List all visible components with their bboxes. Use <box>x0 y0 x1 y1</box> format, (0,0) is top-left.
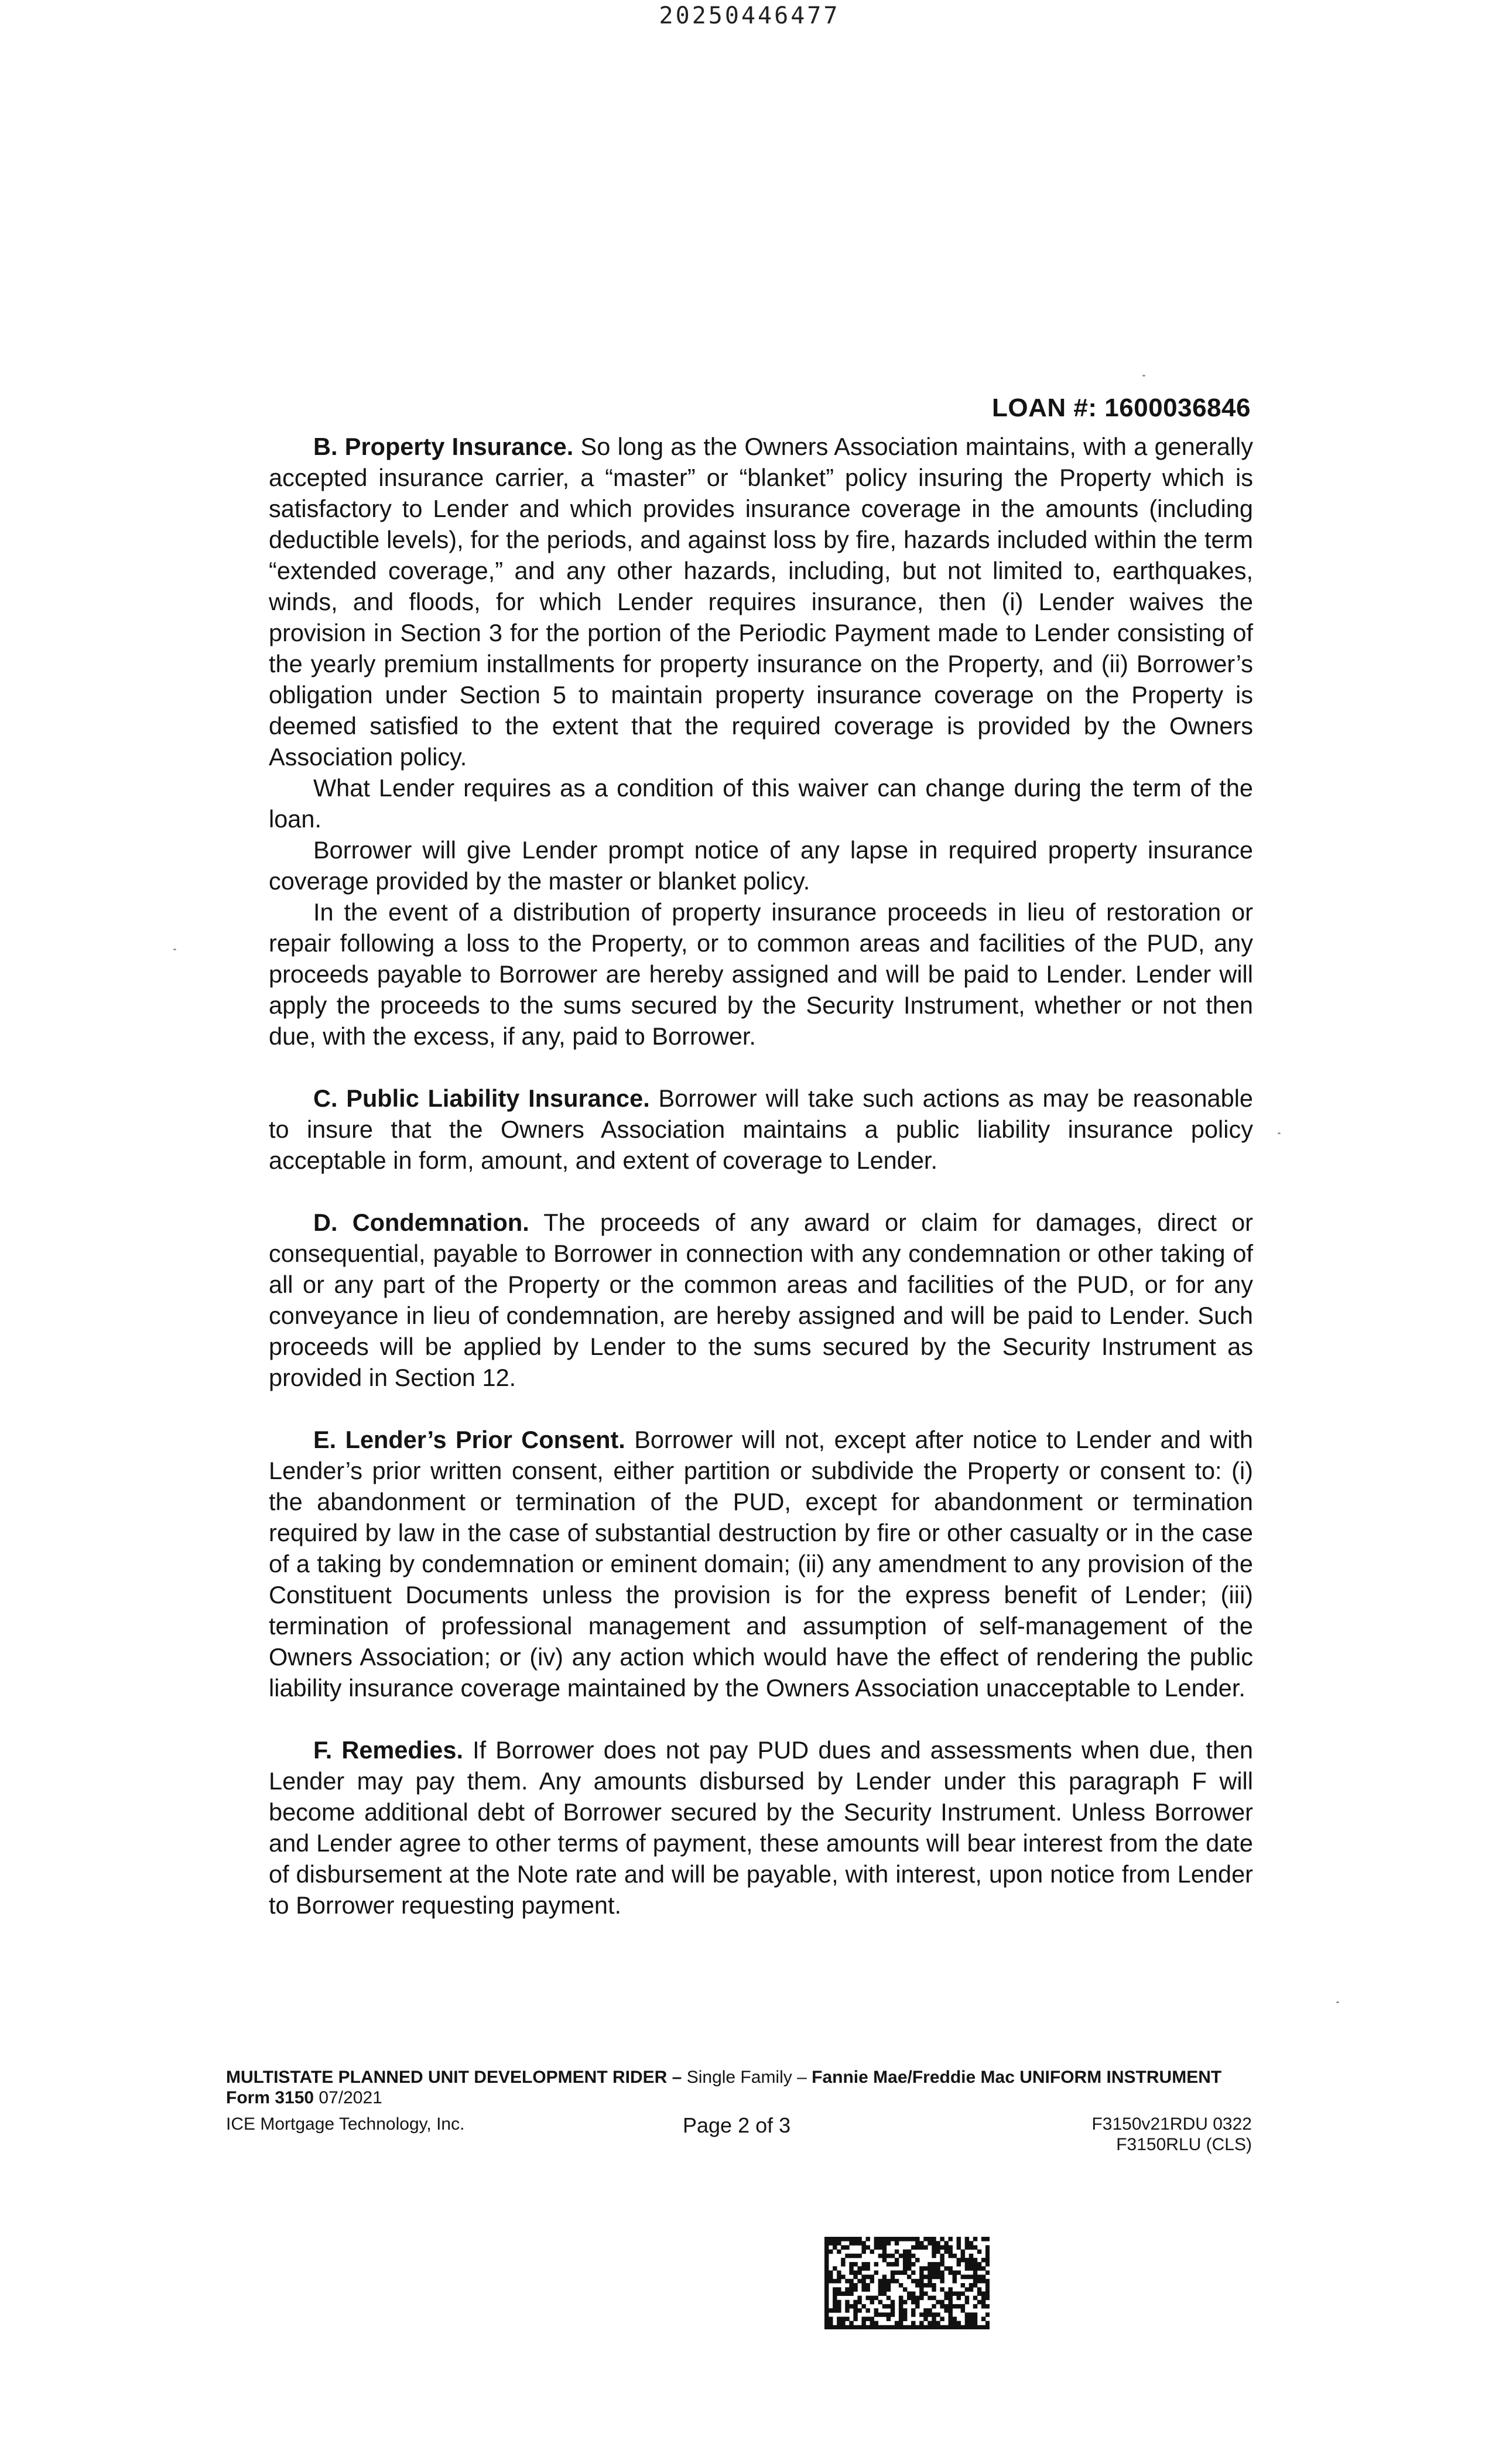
page-footer <box>226 2067 1252 2155</box>
scan-speck <box>1336 2001 1339 2003</box>
scan-speck <box>1142 375 1145 377</box>
rider-body <box>269 431 1253 1921</box>
footer-page-number: Page 2 of 3 <box>683 2113 791 2137</box>
section-b-heading: B. Property Insurance. <box>313 433 574 460</box>
loan-number: 1600036846 <box>1104 393 1251 422</box>
footer-code-1: F3150v21RDU 0322 <box>1091 2114 1252 2134</box>
section-gap <box>269 1703 1253 1734</box>
section-e-paragraph <box>269 1424 1253 1703</box>
section-c-paragraph <box>269 1083 1253 1176</box>
section-c-heading: C. Public Liability Insurance. <box>313 1084 650 1112</box>
section-b-paragraph-3: Borrower will give Lender prompt notice of any lapse in required property insurance coverage provided by the master or blanket policy. <box>269 836 1253 895</box>
section-e-text: Borrower will not, except after notice to Lender and with Lender’s prior written consent, either partition or subdivide the Property or consent to: (i) the abandonment or termination of the PUD, except for abandonment or termination required by law in the case of substantial destruction by fire or other casualty or in the case of a taking by condemnation or eminent domain; (ii) any amendment to any provision of the Constituent Documents unless the provision is for the express benefit of Lender; (iii) termination of professional management and assumption of self-management of the Owners Association; or (iv) any action which would have the effect of rendering the public liability insurance coverage maintained by the Owners Association unacceptable to Lender. <box>269 1426 1253 1702</box>
footer-form-date: 07/2021 <box>319 2088 382 2107</box>
section-e-heading: E. Lender’s Prior Consent. <box>313 1426 625 1453</box>
footer-form-label: Form 3150 <box>226 2088 314 2107</box>
section-gap <box>269 1176 1253 1207</box>
section-d-paragraph <box>269 1207 1253 1393</box>
section-d-heading: D. Condemnation. <box>313 1209 529 1236</box>
footer-single-family: Single Family – <box>686 2068 807 2087</box>
scan-speck <box>173 949 176 950</box>
footer-instrument: Fannie Mae/Freddie Mac UNIFORM INSTRUMENT <box>812 2068 1222 2087</box>
footer-form-line <box>226 2087 1252 2108</box>
footer-company: ICE Mortgage Technology, Inc. <box>226 2114 465 2134</box>
section-b-paragraph-1 <box>269 431 1253 772</box>
loan-number-line <box>992 393 1251 423</box>
section-f-text: If Borrower does not pay PUD dues and assessments when due, then Lender may pay them. Any amounts disbursed by Lender under this paragraph F will become additional debt of Borrower secured by the Security Instrument. Unless Borrower and Lender agree to other terms of payment, these amounts will bear interest from the date of disbursement at the Note rate and will be payable, with interest, upon notice from Lender to Borrower requesting payment. <box>269 1736 1253 1919</box>
section-gap <box>269 1393 1253 1424</box>
section-gap <box>269 1052 1253 1083</box>
document-number: 20250446477 <box>659 2 840 29</box>
loan-label: LOAN #: <box>992 393 1097 422</box>
section-f-paragraph <box>269 1734 1253 1921</box>
section-b-paragraph-2: What Lender requires as a condition of this waiver can change during the term of the loan. <box>269 774 1253 833</box>
section-d-text: The proceeds of any award or claim for damages, direct or consequential, payable to Borrower in connection with any condemnation or other taking of all or any part of the Property or the common areas and facilities of the PUD, or for any conveyance in lieu of condemnation, are hereby assigned and will be paid to Lender. Such proceeds will be applied by Lender to the sums secured by the Security Instrument as provided in Section 12. <box>269 1209 1254 1391</box>
section-c-text: Borrower will take such actions as may be reasonable to insure that the Owners Association maintains a public liability insurance policy acceptable in form, amount, and extent of coverage to Lender. <box>269 1084 1253 1174</box>
footer-codes <box>1091 2114 1252 2155</box>
section-b-paragraph-4: In the event of a distribution of property insurance proceeds in lieu of restoration or repair following a loss to the Property, or to common areas and facilities of the PUD, any proceeds payable to Borrower are hereby assigned and will be paid to Lender. Lender will apply the proceeds to the sums secured by the Security Instrument, whether or not then due, with the excess, if any, paid to Borrower. <box>269 898 1253 1050</box>
section-b-text-1: So long as the Owners Association maintains, with a generally accepted insurance carrier, a “master” or “blanket” policy insuring the Property which is satisfactory to Lender and which provides insurance coverage in the amounts (including deductible levels), for the periods, and against loss by fire, hazards included within the term “extended coverage,” and any other hazards, including, but not limited to, earthquakes, winds, and floods, for which Lender requires insurance, then (i) Lender waives the provision in Section 3 for the portion of the Periodic Payment made to Lender consisting of the yearly premium installments for property insurance on the Property, and (ii) Borrower’s obligation under Section 5 to maintain property insurance coverage on the Property is deemed satisfied to the extent that the required coverage is provided by the Owners Association policy. <box>269 433 1254 771</box>
footer-code-2: F3150RLU (CLS) <box>1116 2135 1252 2154</box>
2d-barcode-icon <box>824 2237 990 2329</box>
footer-rider-title: MULTISTATE PLANNED UNIT DEVELOPMENT RIDER – <box>226 2068 682 2087</box>
section-f-heading: F. Remedies. <box>313 1736 463 1764</box>
scan-speck <box>1278 1132 1281 1134</box>
footer-title-line <box>226 2067 1252 2087</box>
